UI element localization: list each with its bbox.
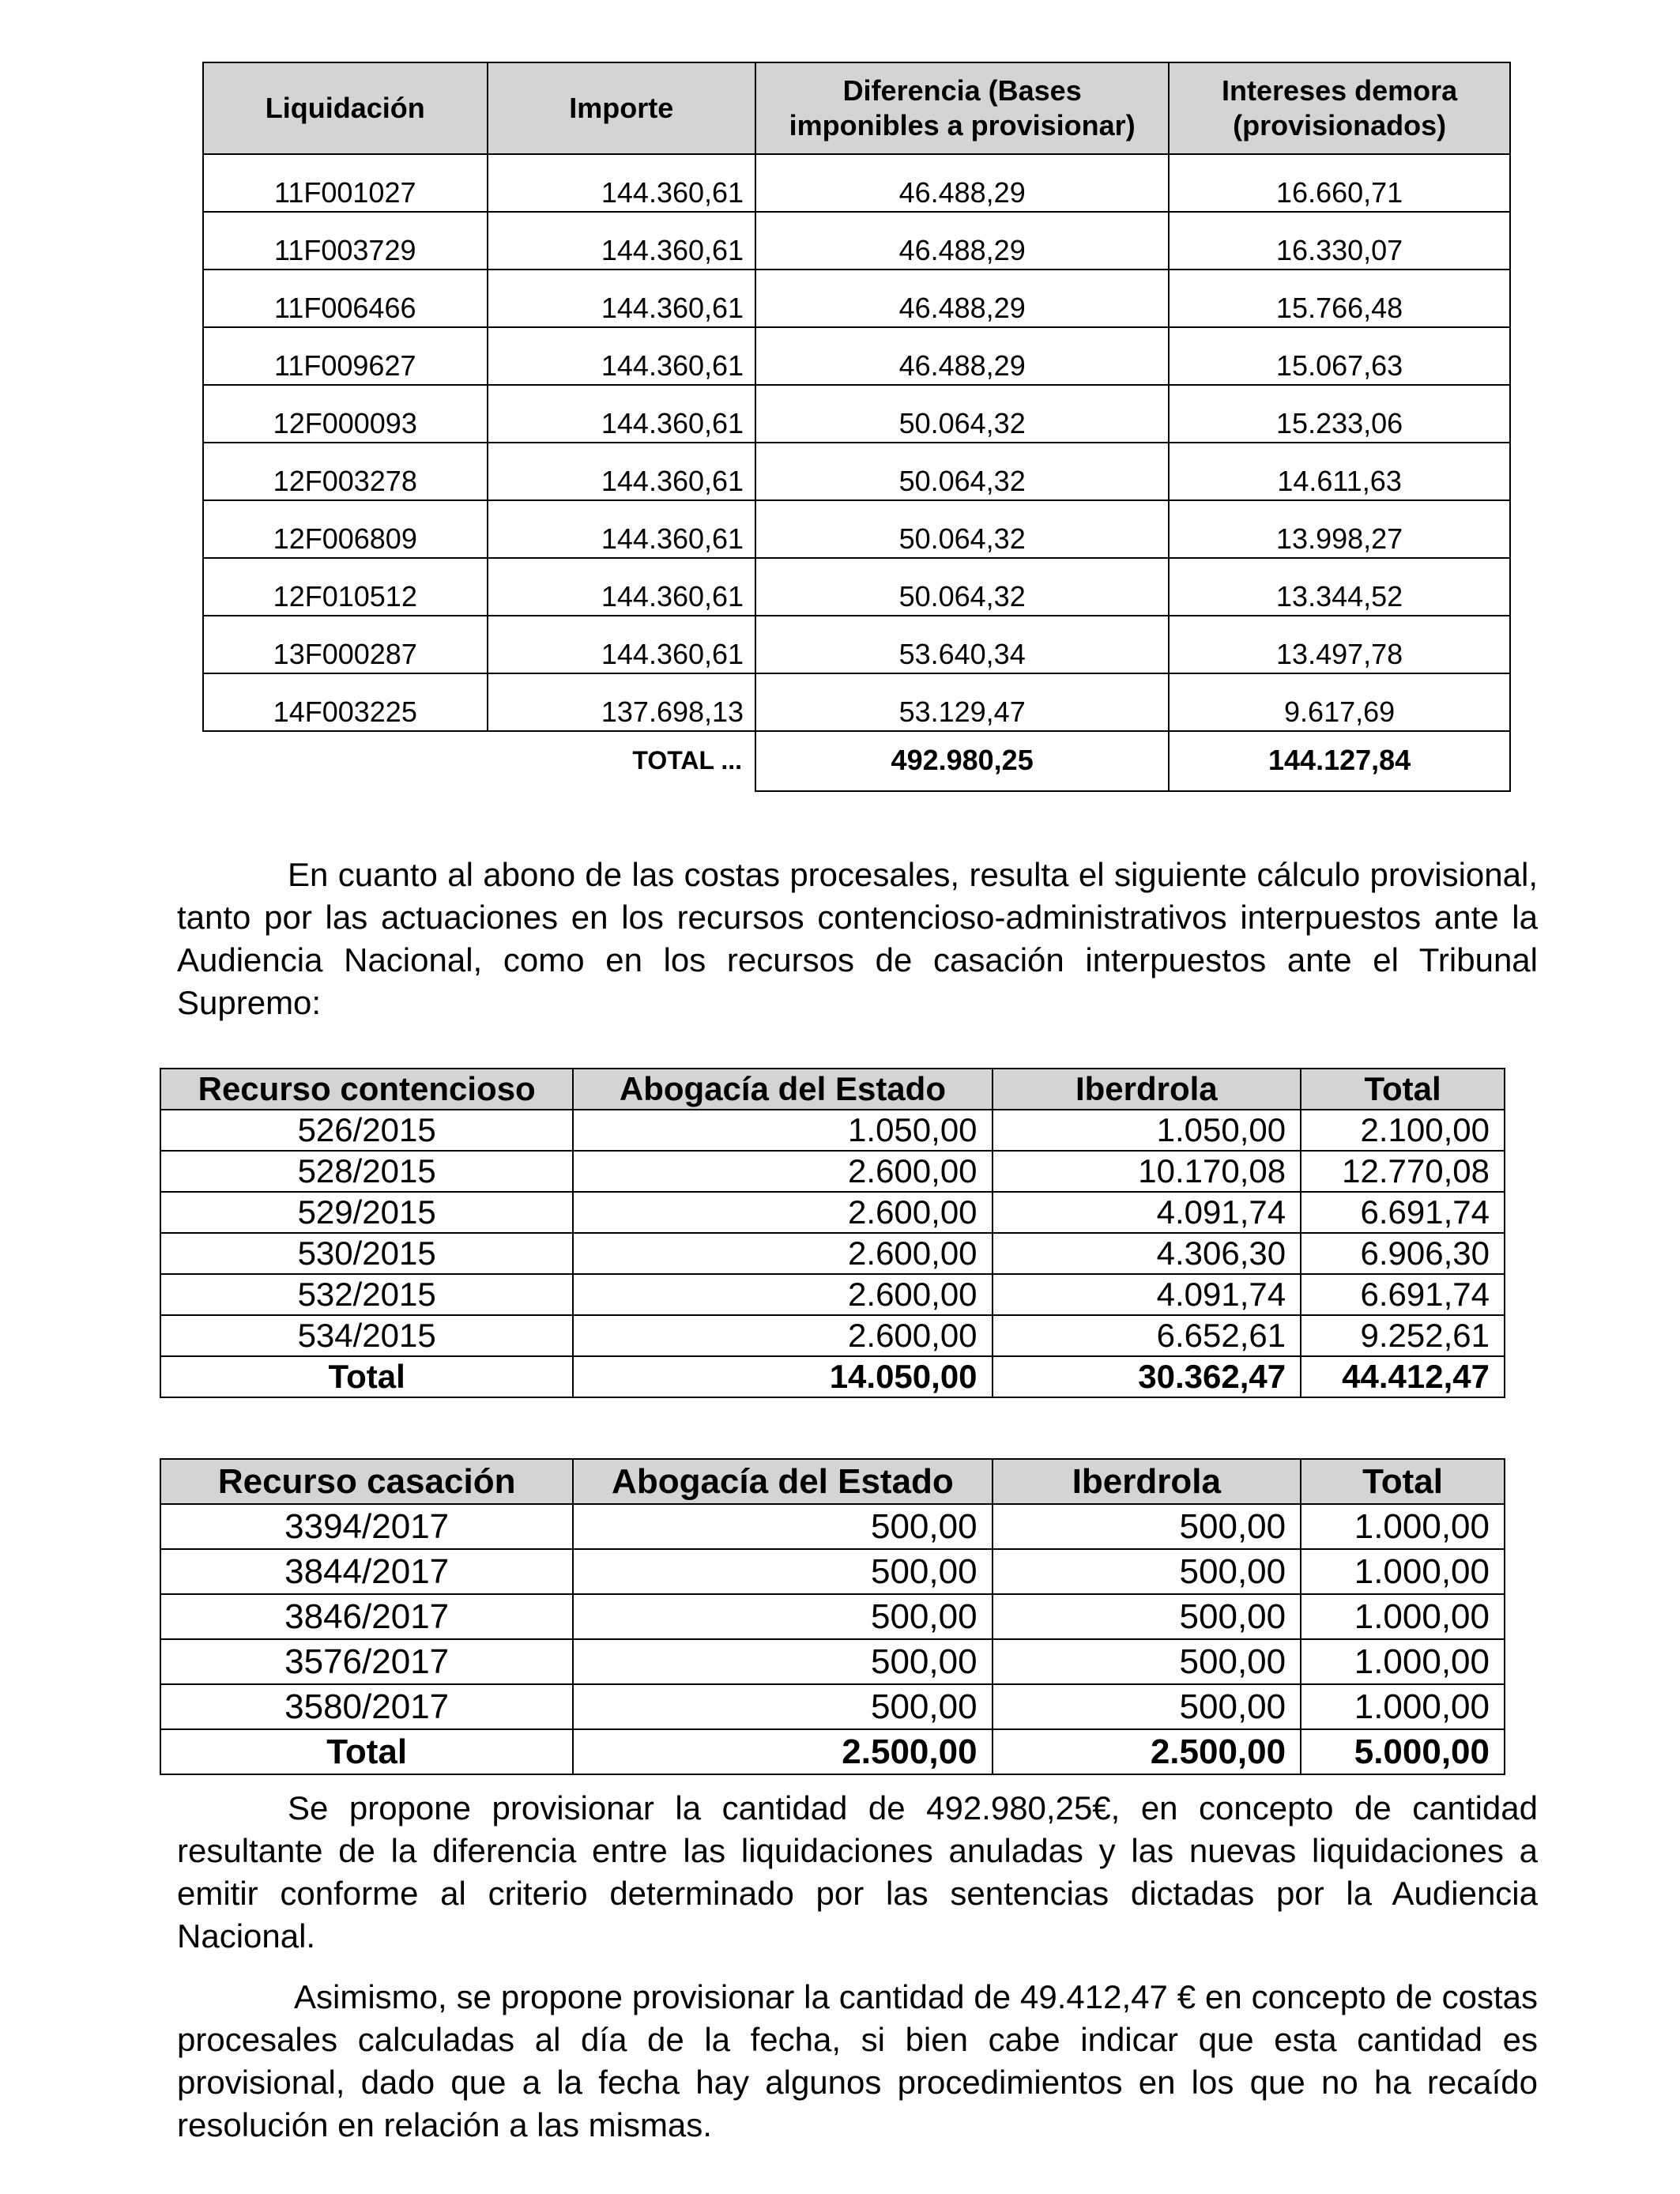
table-row — [160, 1233, 1505, 1274]
cell-diferencia: 50.064,32 — [755, 558, 1169, 616]
cell-liquidacion: 12F003278 — [203, 443, 488, 500]
cell-iberdrola: 500,00 — [993, 1684, 1301, 1729]
header-recurso: Recurso casación — [160, 1459, 573, 1504]
table-row — [160, 1504, 1505, 1549]
table-row — [203, 385, 1510, 443]
header-total: Total — [1301, 1459, 1505, 1504]
total-abogacia: 14.050,00 — [573, 1356, 992, 1397]
header-liquidacion: Liquidación — [203, 62, 488, 154]
cell-abogacia: 2.600,00 — [573, 1233, 992, 1274]
table-row — [203, 500, 1510, 558]
total-row — [203, 731, 1510, 791]
cell-importe: 144.360,61 — [488, 385, 756, 443]
header-importe: Importe — [488, 62, 756, 154]
cell-liquidacion: 13F000287 — [203, 616, 488, 673]
cell-recurso: 529/2015 — [160, 1192, 573, 1233]
total-row — [160, 1729, 1505, 1774]
header-intereses: Intereses demora (provisionados) — [1169, 62, 1510, 154]
table-row — [203, 270, 1510, 327]
cell-total: 1.000,00 — [1301, 1504, 1505, 1549]
table-row — [160, 1192, 1505, 1233]
cell-importe: 144.360,61 — [488, 154, 756, 212]
cell-total: 1.000,00 — [1301, 1594, 1505, 1639]
table-row — [160, 1151, 1505, 1192]
cell-liquidacion: 11F001027 — [203, 154, 488, 212]
cell-intereses: 13.497,78 — [1169, 616, 1510, 673]
cell-iberdrola: 500,00 — [993, 1639, 1301, 1684]
recurso-contencioso-table — [160, 1068, 1505, 1398]
total-abogacia: 2.500,00 — [573, 1729, 992, 1774]
cell-diferencia: 46.488,29 — [755, 154, 1169, 212]
cell-recurso: 530/2015 — [160, 1233, 573, 1274]
cell-abogacia: 500,00 — [573, 1594, 992, 1639]
total-label: TOTAL ... — [632, 746, 743, 775]
table-row — [203, 212, 1510, 270]
cell-total: 1.000,00 — [1301, 1549, 1505, 1594]
table-row — [203, 673, 1510, 731]
table-row — [160, 1684, 1505, 1729]
total-total: 44.412,47 — [1301, 1356, 1505, 1397]
cell-liquidacion: 11F009627 — [203, 327, 488, 385]
cell-recurso: 3394/2017 — [160, 1504, 573, 1549]
cell-importe: 144.360,61 — [488, 500, 756, 558]
cell-recurso: 3846/2017 — [160, 1594, 573, 1639]
cell-abogacia: 2.600,00 — [573, 1315, 992, 1356]
cell-importe: 144.360,61 — [488, 212, 756, 270]
cell-importe: 144.360,61 — [488, 327, 756, 385]
cell-liquidacion: 14F003225 — [203, 673, 488, 731]
cell-iberdrola: 4.091,74 — [993, 1274, 1301, 1315]
cell-total: 1.000,00 — [1301, 1639, 1505, 1684]
header-diferencia: Diferencia (Bases imponibles a provisionar) — [755, 62, 1169, 154]
cell-recurso: 3844/2017 — [160, 1549, 573, 1594]
cell-importe: 144.360,61 — [488, 616, 756, 673]
cell-liquidacion: 12F010512 — [203, 558, 488, 616]
cell-diferencia: 53.129,47 — [755, 673, 1169, 731]
cell-iberdrola: 500,00 — [993, 1594, 1301, 1639]
cell-recurso: 526/2015 — [160, 1110, 573, 1151]
table-row — [203, 154, 1510, 212]
total-total: 5.000,00 — [1301, 1729, 1505, 1774]
recurso-casacion-table — [160, 1458, 1505, 1775]
cell-iberdrola: 4.306,30 — [993, 1233, 1301, 1274]
cell-intereses: 15.233,06 — [1169, 385, 1510, 443]
cell-abogacia: 2.600,00 — [573, 1151, 992, 1192]
cell-importe: 144.360,61 — [488, 443, 756, 500]
cell-iberdrola: 500,00 — [993, 1549, 1301, 1594]
total-label: Total — [160, 1356, 573, 1397]
cell-intereses: 13.998,27 — [1169, 500, 1510, 558]
cell-intereses: 16.330,07 — [1169, 212, 1510, 270]
cell-total: 1.000,00 — [1301, 1684, 1505, 1729]
cell-intereses: 15.067,63 — [1169, 327, 1510, 385]
cell-iberdrola: 500,00 — [993, 1504, 1301, 1549]
total-iberdrola: 30.362,47 — [993, 1356, 1301, 1397]
table-row — [160, 1110, 1505, 1151]
cell-abogacia: 2.600,00 — [573, 1274, 992, 1315]
total-iberdrola: 2.500,00 — [993, 1729, 1301, 1774]
cell-intereses: 15.766,48 — [1169, 270, 1510, 327]
cell-total: 6.906,30 — [1301, 1233, 1505, 1274]
cell-diferencia: 53.640,34 — [755, 616, 1169, 673]
cell-total: 12.770,08 — [1301, 1151, 1505, 1192]
cell-intereses: 13.344,52 — [1169, 558, 1510, 616]
header-recurso: Recurso contencioso — [160, 1069, 573, 1110]
table-header-row — [203, 62, 1510, 154]
cell-importe: 144.360,61 — [488, 270, 756, 327]
cell-diferencia: 46.488,29 — [755, 327, 1169, 385]
cell-abogacia: 2.600,00 — [573, 1192, 992, 1233]
liquidaciones-table — [202, 62, 1511, 792]
table-row — [203, 327, 1510, 385]
header-total: Total — [1301, 1069, 1505, 1110]
cell-intereses: 16.660,71 — [1169, 154, 1510, 212]
cell-abogacia: 500,00 — [573, 1684, 992, 1729]
cell-iberdrola: 6.652,61 — [993, 1315, 1301, 1356]
total-intereses: 144.127,84 — [1169, 731, 1510, 791]
table-row — [160, 1594, 1505, 1639]
cell-recurso: 528/2015 — [160, 1151, 573, 1192]
total-label: Total — [160, 1729, 573, 1774]
cell-abogacia: 1.050,00 — [573, 1110, 992, 1151]
total-row — [160, 1356, 1505, 1397]
table-row — [160, 1315, 1505, 1356]
table-row — [203, 558, 1510, 616]
cell-recurso: 532/2015 — [160, 1274, 573, 1315]
header-abogacia: Abogacía del Estado — [573, 1459, 992, 1504]
cell-liquidacion: 11F003729 — [203, 212, 488, 270]
cell-importe: 144.360,61 — [488, 558, 756, 616]
table-row — [160, 1274, 1505, 1315]
cell-total: 2.100,00 — [1301, 1110, 1505, 1151]
cell-total: 6.691,74 — [1301, 1274, 1505, 1315]
table-row — [160, 1549, 1505, 1594]
paragraph-provision-liquidaciones: Se propone provisionar la cantidad de 492.980,25€, en concepto de cantidad resultante de la diferencia entre las liquidaciones anuladas y las nuevas liquidaciones a emitir conforme al criterio determinado por las sentencias dictadas por la Audiencia Nacional. — [177, 1789, 1538, 1955]
cell-abogacia: 500,00 — [573, 1639, 992, 1684]
cell-abogacia: 500,00 — [573, 1549, 992, 1594]
cell-iberdrola: 10.170,08 — [993, 1151, 1301, 1192]
cell-intereses: 9.617,69 — [1169, 673, 1510, 731]
cell-importe: 137.698,13 — [488, 673, 756, 731]
header-iberdrola: Iberdrola — [993, 1459, 1301, 1504]
header-abogacia: Abogacía del Estado — [573, 1069, 992, 1110]
cell-recurso: 3576/2017 — [160, 1639, 573, 1684]
table-row — [160, 1639, 1505, 1684]
total-diferencia: 492.980,25 — [755, 731, 1169, 791]
cell-total: 6.691,74 — [1301, 1192, 1505, 1233]
paragraph-costas-intro: En cuanto al abono de las costas procesales, resulta el siguiente cálculo provisional, tanto por las actuaciones en los recursos contencioso-administrativos interpuestos ante la Audiencia Nacional, como en los recursos de casación interpuestos ante el Tribunal Supremo: — [177, 856, 1538, 1021]
table-header-row — [160, 1069, 1505, 1110]
cell-iberdrola: 4.091,74 — [993, 1192, 1301, 1233]
cell-liquidacion: 12F006809 — [203, 500, 488, 558]
cell-liquidacion: 11F006466 — [203, 270, 488, 327]
cell-intereses: 14.611,63 — [1169, 443, 1510, 500]
cell-diferencia: 50.064,32 — [755, 385, 1169, 443]
cell-diferencia: 50.064,32 — [755, 443, 1169, 500]
cell-diferencia: 50.064,32 — [755, 500, 1169, 558]
header-iberdrola: Iberdrola — [993, 1069, 1301, 1110]
cell-diferencia: 46.488,29 — [755, 212, 1169, 270]
table-header-row — [160, 1459, 1505, 1504]
cell-recurso: 3580/2017 — [160, 1684, 573, 1729]
cell-diferencia: 46.488,29 — [755, 270, 1169, 327]
cell-iberdrola: 1.050,00 — [993, 1110, 1301, 1151]
paragraph-provision-costas: Asimismo, se propone provisionar la cantidad de 49.412,47 € en concepto de costas procesales calculadas al día de la fecha, si bien cabe indicar que esta cantidad es provisional, dado que a la fecha hay algunos procedimientos en los que no ha recaído resolución en relación a las mismas. — [177, 1978, 1538, 2143]
table-row — [203, 616, 1510, 673]
cell-abogacia: 500,00 — [573, 1504, 992, 1549]
table-row — [203, 443, 1510, 500]
cell-liquidacion: 12F000093 — [203, 385, 488, 443]
cell-recurso: 534/2015 — [160, 1315, 573, 1356]
cell-total: 9.252,61 — [1301, 1315, 1505, 1356]
